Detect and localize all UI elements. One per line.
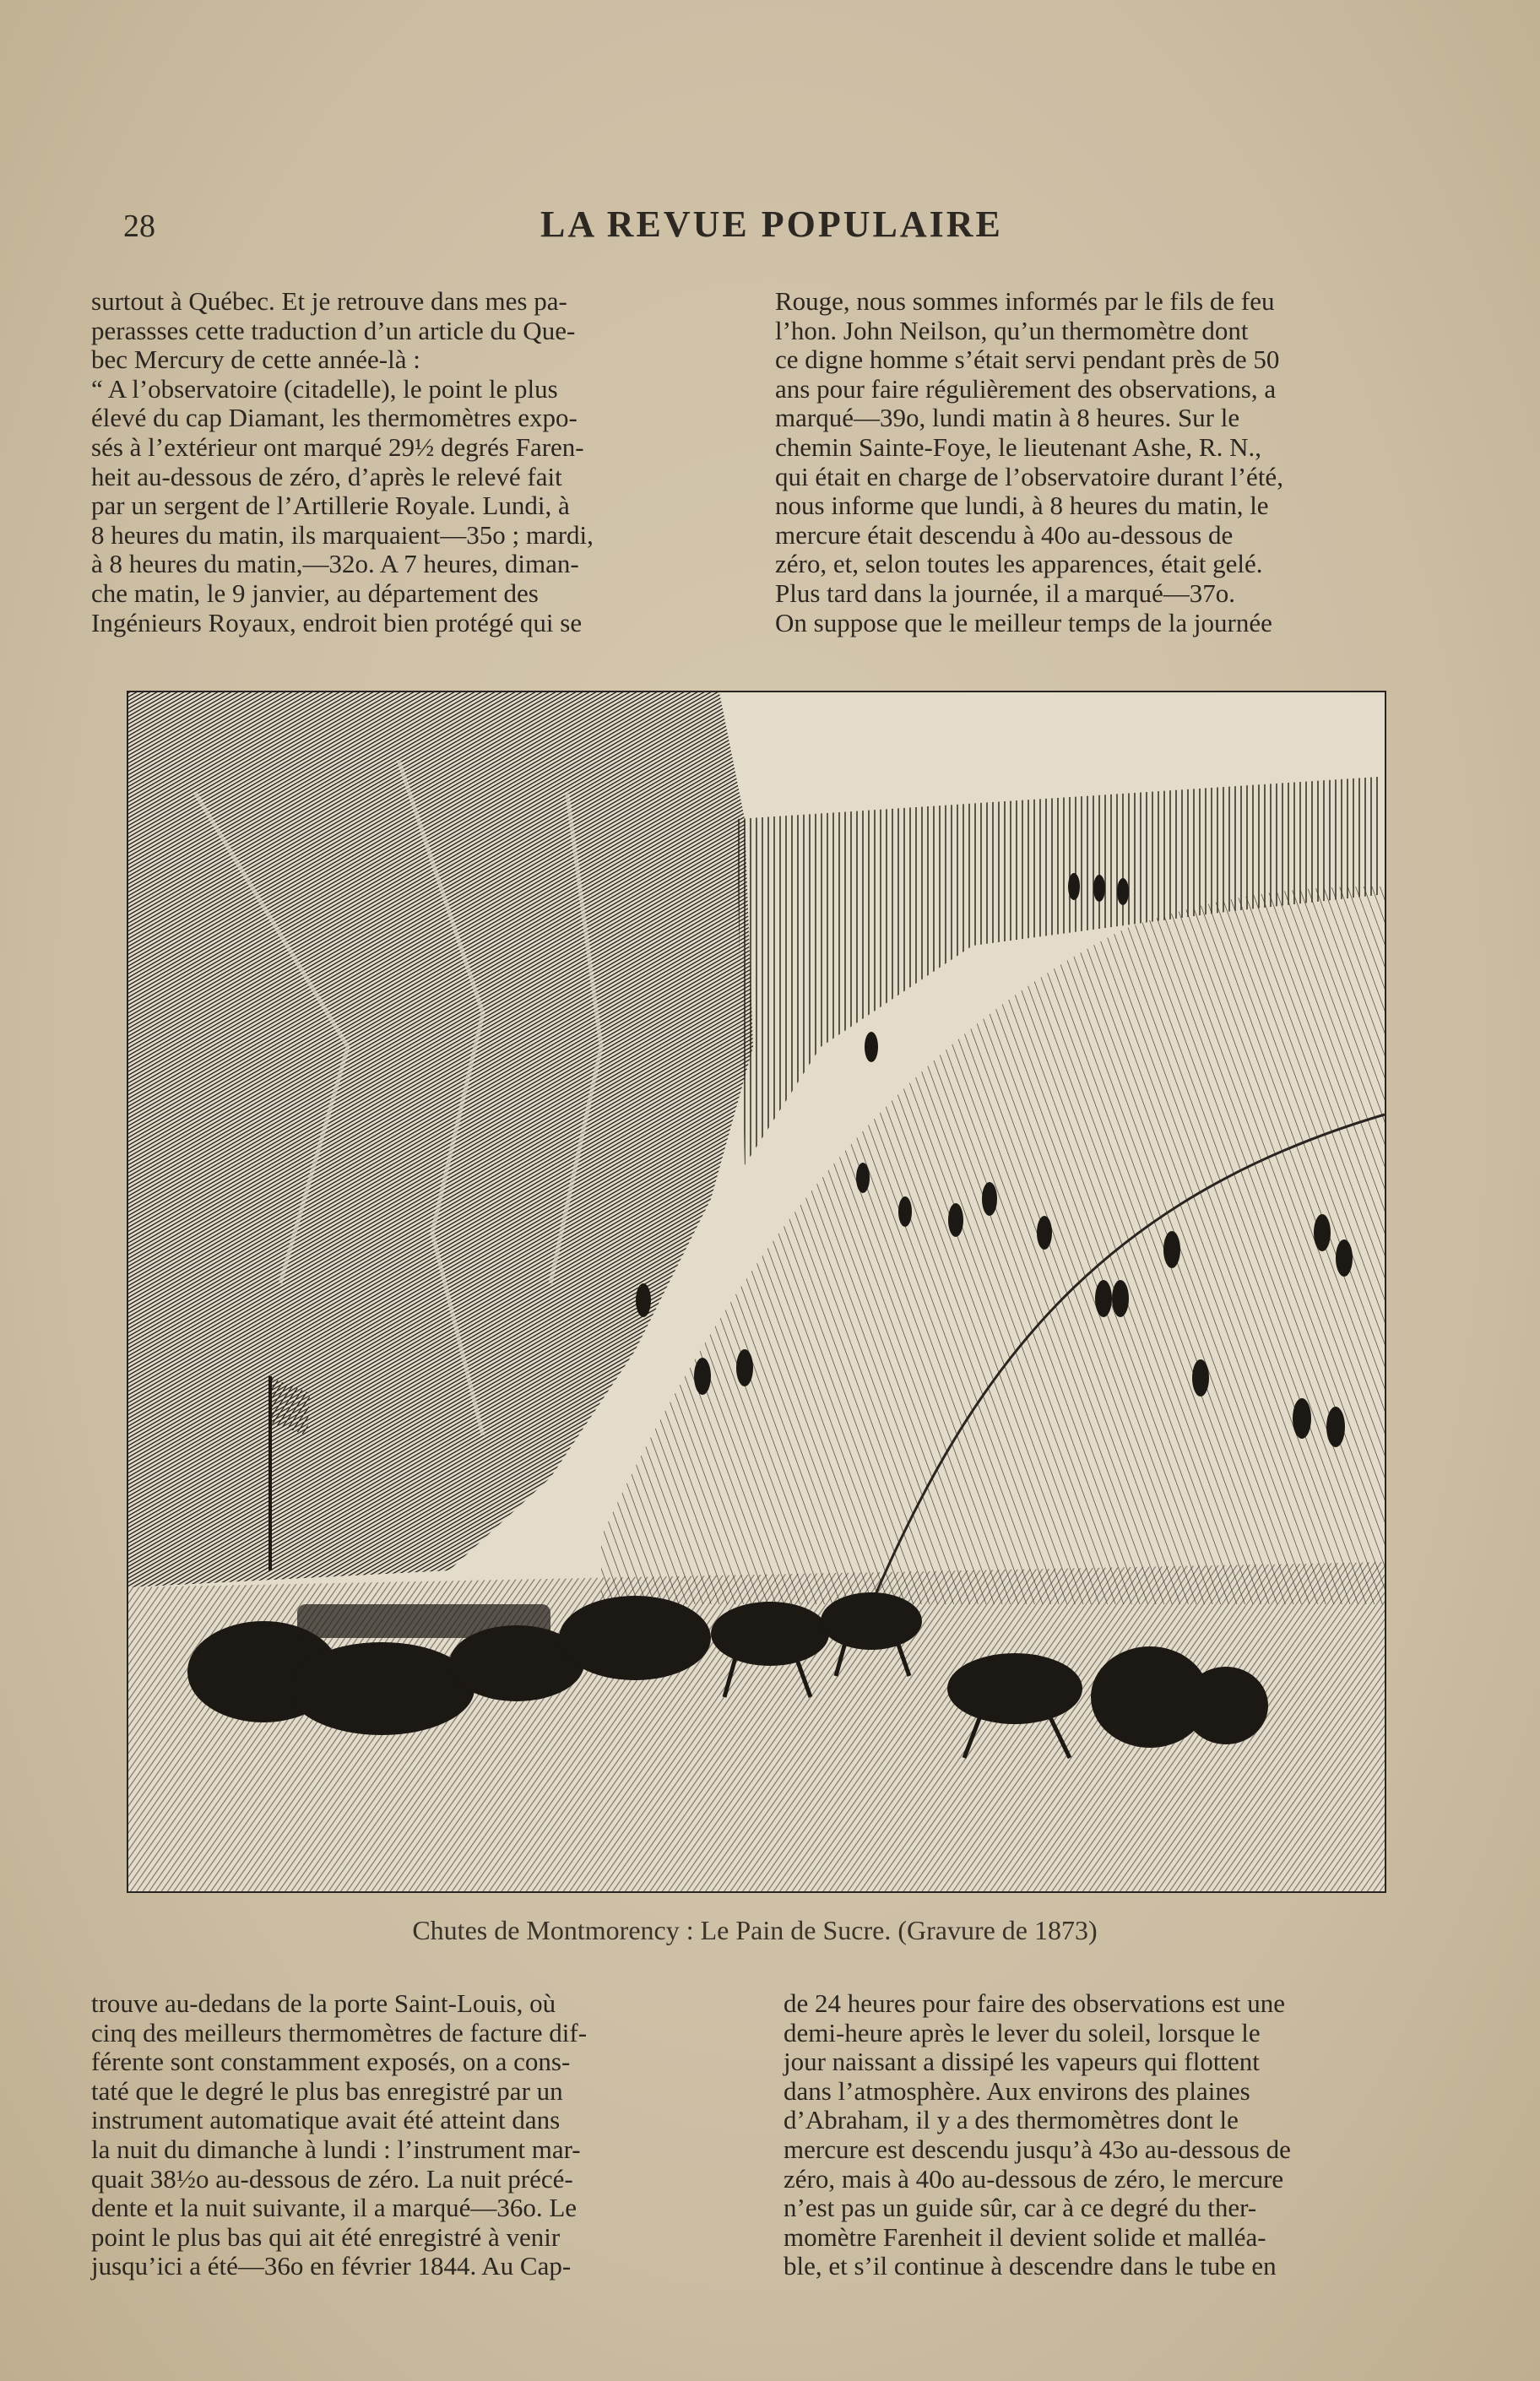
top-left-column bbox=[91, 287, 735, 637]
text-line: férente sont constamment exposés, on a cons- bbox=[91, 2047, 571, 2077]
text-line: heit au-dessous de zéro, d’après le relevé fait bbox=[91, 461, 562, 491]
text-line: Rouge, nous sommes informés par le fils de feu bbox=[775, 286, 1275, 316]
text-line: mercure était descendu à 40o au-dessous de bbox=[775, 519, 1234, 550]
page-number: 28 bbox=[123, 209, 155, 244]
text-line: dente et la nuit suivante, il a marqué—36o. Le bbox=[91, 2193, 578, 2223]
engraving-illustration bbox=[127, 691, 1386, 1893]
text-line: che matin, le 9 janvier, au département des bbox=[91, 578, 539, 608]
text-line: élevé du cap Diamant, les thermomètres expo- bbox=[91, 403, 578, 433]
text-line: ce digne homme s’était servi pendant près de 50 bbox=[775, 344, 1280, 375]
text-line: n’est pas un guide sûr, car à ce degré du ther- bbox=[784, 2193, 1257, 2223]
text-line: 8 heures du matin, ils marquaient—35o ; mardi, bbox=[91, 519, 594, 550]
text-line: Ingénieurs Royaux, endroit bien protégé qui se bbox=[91, 607, 583, 637]
text-line: de 24 heures pour faire des observations est une bbox=[784, 1988, 1285, 2018]
text-line: cinq des meilleurs thermomètres de facture dif- bbox=[91, 2017, 588, 2047]
text-line: jusqu’ici a été—36o en février 1844. Au Cap- bbox=[91, 2251, 572, 2281]
text-line: ans pour faire régulièrement des observations, a bbox=[775, 373, 1277, 404]
text-line: à 8 heures du matin,—32o. A 7 heures, diman- bbox=[91, 549, 579, 579]
text-line: d’Abraham, il y a des thermomètres dont le bbox=[784, 2105, 1239, 2135]
bottom-left-column bbox=[91, 1989, 743, 2281]
text-line: l’hon. John Neilson, qu’un thermomètre dont bbox=[775, 315, 1249, 345]
text-line: ble, et s’il continue à descendre dans le tube en bbox=[784, 2251, 1277, 2281]
figure-caption: Chutes de Montmorency : Le Pain de Sucre. (Gravure de 1873) bbox=[412, 1915, 1098, 1945]
text-line: jour naissant a dissipé les vapeurs qui flottent bbox=[784, 2047, 1260, 2077]
text-line: surtout à Québec. Et je retrouve dans mes pa- bbox=[91, 286, 567, 316]
text-line: point le plus bas qui ait été enregistré à venir bbox=[91, 2221, 561, 2252]
text-line: qui était en charge de l’observatoire durant l’été, bbox=[775, 461, 1283, 491]
text-line: taté que le degré le plus bas enregistré par un bbox=[91, 2075, 563, 2106]
text-line: momètre Farenheit il devient solide et malléa- bbox=[784, 2221, 1266, 2252]
text-line: quait 38½o au-dessous de zéro. La nuit précé- bbox=[91, 2163, 573, 2194]
top-right-column bbox=[775, 287, 1423, 637]
text-line: perassses cette traduction d’un article du Que- bbox=[91, 315, 576, 345]
text-line: bec Mercury de cette année-là : bbox=[91, 344, 420, 375]
text-line: On suppose que le meilleur temps de la journée bbox=[775, 607, 1272, 637]
text-line: sés à l’extérieur ont marqué 29½ degrés Faren- bbox=[91, 431, 584, 462]
text-line: zéro, et, selon toutes les apparences, était gelé. bbox=[775, 549, 1263, 579]
text-line: marqué—39o, lundi matin à 8 heures. Sur le bbox=[775, 403, 1240, 433]
text-line: demi-heure après le lever du soleil, lorsque le bbox=[784, 2017, 1261, 2047]
text-line: zéro, mais à 40o au-dessous de zéro, le mercure bbox=[784, 2163, 1284, 2194]
text-line: trouve au-dedans de la porte Saint-Louis, où bbox=[91, 1988, 556, 2018]
text-line: instrument automatique avait été atteint dans bbox=[91, 2105, 561, 2135]
running-title: LA REVUE POPULAIRE bbox=[540, 203, 1003, 245]
text-line: “ A l’observatoire (citadelle), le point le plus bbox=[91, 373, 558, 404]
text-line: nous informe que lundi, à 8 heures du matin, le bbox=[775, 491, 1269, 521]
text-line: mercure est descendu jusqu’à 43o au-dessous de bbox=[784, 2134, 1291, 2164]
text-line: chemin Sainte-Foye, le lieutenant Ashe, R. N., bbox=[775, 431, 1261, 462]
bottom-right-column bbox=[784, 1989, 1430, 2281]
text-line: Plus tard dans la journée, il a marqué—37o. bbox=[775, 578, 1235, 608]
text-line: dans l’atmosphère. Aux environs des plaines bbox=[784, 2075, 1250, 2106]
text-line: la nuit du dimanche à lundi : l’instrument mar- bbox=[91, 2134, 581, 2164]
text-line: par un sergent de l’Artillerie Royale. Lundi, à bbox=[91, 491, 570, 521]
